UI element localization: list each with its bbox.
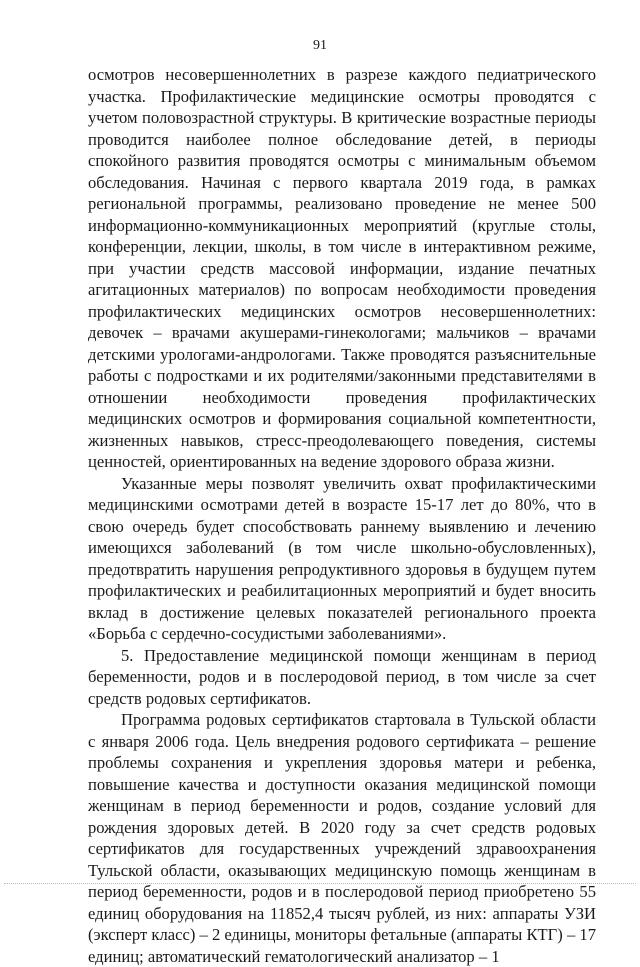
paragraph-2: Указанные меры позволят увеличить охват профилактическими медицинскими осмотрами детей в возрасте 15-17 лет до 80%, что в свою очередь будет способствовать раннему выявлению и лечению имеющихся заболеваний (в том числе школьно-обусловленных), предотвратить нарушения репродуктивного здоровья в будущем путем профилактических и реабилитационных мероприятий и будет вносить вклад в достижение целевых показателей регионального проекта «Борьба с сердечно-сосудистыми заболеваниями». <box>88 473 596 643</box>
document-body <box>88 64 596 967</box>
paragraph-4: Программа родовых сертификатов стартовала в Тульской области с января 2006 года. Цель внедрения родового сертификата – решение проблемы сохранения и укрепления здоровья матери и ребенка, повышение качества и доступности оказания медицинской помощи женщинам в период беременности и родов, создание условий для рождения здоровых детей. В 2020 году за счет средств родовых сертификатов для государственных учреждений здравоохранения Тульской области, оказывающих медицинскую помощь женщинам в период беременности, родов и в послеродовой период приобретено 55 единиц оборудования на 11852,4 тысяч рублей, из них: аппараты УЗИ (эксперт класс) – 2 единицы, мониторы фетальные (аппараты КТГ) – 17 единиц; автоматический гематологический анализатор – 1 <box>88 710 596 966</box>
page-number: 91 <box>313 38 327 53</box>
paragraph-3-section-heading: 5. Предоставление медицинской помощи женщинам в период беременности, родов и в послеродовой период, в том числе за счет средств родовых сертификатов. <box>88 645 596 708</box>
paragraph-1: осмотров несовершеннолетних в разрезе каждого педиатрического участка. Профилактические медицинские осмотры проводятся с учетом половозрастной структуры. В критические возрастные периоды проводится наиболее полное обследование детей, в периоды спокойного развития проводятся осмотры с минимальным объемом обследования. Начиная с первого квартала 2019 года, в рамках региональной программы, реализовано проведение не менее 500 информационно-коммуникационных мероприятий (круглые столы, конференции, лекции, школы, в том числе в интерактивном режиме, при участии средств массовой информации, издание печатных агитационных материалов) по вопросам необходимости проведения профилактических медицинских осмотров несовершеннолетних: девочек – врачами акушерами-гинекологами; мальчиков – врачами детскими урологами-андрологами. Также проводятся разъяснительные работы с подростками и их родителями/законными представителями в отношении необходимости проведения профилактических медицинских осмотров и формирования социальной компетентности, жизненных навыков, стресс-преодолевающего поведения, системы ценностей, ориентированных на ведение здорового образа жизни. <box>88 65 596 471</box>
scan-edge-divider <box>4 883 636 884</box>
